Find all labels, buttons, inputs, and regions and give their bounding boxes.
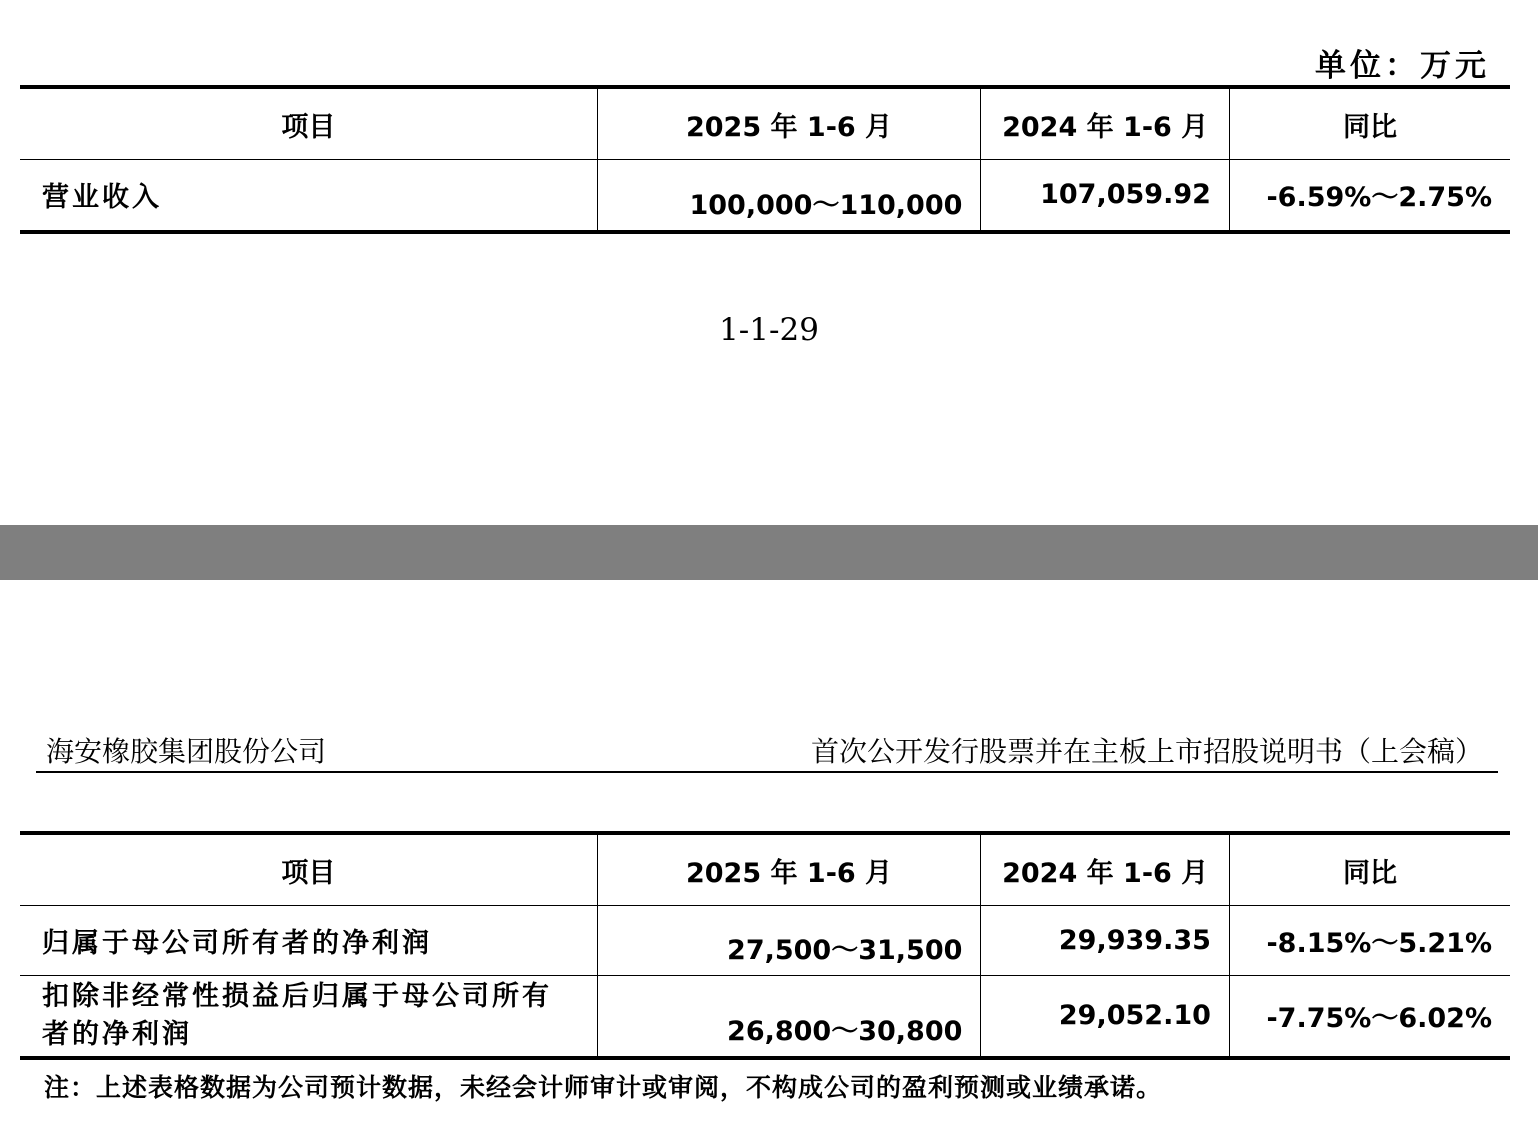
header-2025: 2025 年 1-6 月 xyxy=(597,833,981,906)
row-value-2024: 29,052.10 xyxy=(981,976,1230,1058)
row-value-yoy: -8.15%～5.21% xyxy=(1229,906,1510,976)
net-profit-table xyxy=(20,831,1510,1060)
header-2025: 2025 年 1-6 月 xyxy=(597,87,981,160)
table-header-row xyxy=(20,833,1510,906)
header-2024: 2024 年 1-6 月 xyxy=(981,833,1230,906)
row-value-2025: 27,500～31,500 xyxy=(597,906,981,976)
header-divider xyxy=(36,771,1498,773)
table-row xyxy=(20,906,1510,976)
header-item: 项目 xyxy=(281,111,336,143)
table-header-row xyxy=(20,87,1510,160)
footnote: 注：上述表格数据为公司预计数据，未经会计师审计或审阅，不构成公司的盈利预测或业绩承诺。 xyxy=(44,1073,1163,1102)
header-item: 项目 xyxy=(281,857,336,889)
page-break-band xyxy=(0,525,1538,580)
unit-label: 单位：万元 xyxy=(1315,48,1490,84)
header-yoy: 同比 xyxy=(1229,833,1510,906)
row-value-2025: 26,800～30,800 xyxy=(597,976,981,1058)
header-yoy: 同比 xyxy=(1229,87,1510,160)
row-value-2025: 100,000～110,000 xyxy=(597,160,981,232)
table-row xyxy=(20,976,1510,1058)
page-number: 1-1-29 xyxy=(719,312,819,348)
table-row xyxy=(20,160,1510,232)
document-title: 首次公开发行股票并在主板上市招股说明书（上会稿） xyxy=(810,735,1483,768)
row-value-2024: 29,939.35 xyxy=(981,906,1230,976)
row-value-yoy: -7.75%～6.02% xyxy=(1229,976,1510,1058)
row-value-yoy: -6.59%～2.75% xyxy=(1229,160,1510,232)
revenue-table xyxy=(20,85,1510,234)
row-item-label: 扣除非经常性损益后归属于母公司所有者的净利润 xyxy=(20,976,597,1058)
row-value-2024: 107,059.92 xyxy=(981,160,1230,232)
row-item-label: 归属于母公司所有者的净利润 xyxy=(20,906,597,976)
row-item-label: 营业收入 xyxy=(20,160,597,232)
company-name: 海安橡胶集团股份公司 xyxy=(46,735,327,768)
header-2024: 2024 年 1-6 月 xyxy=(981,87,1230,160)
